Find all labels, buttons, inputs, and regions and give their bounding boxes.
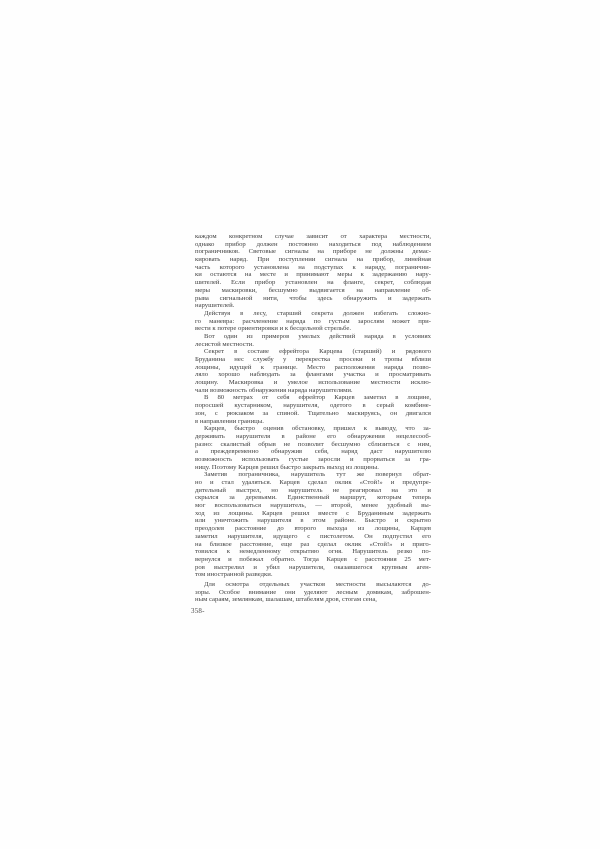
text-line: ным сараям, землянкам, шалашам, штабелям дров, стогам сена, [195,596,377,604]
text-line: го маневра: расчленение наряда по густым зарослям может при- [195,317,431,325]
text-line: ров выстрелил и убил нарушителя, оказавшегося крупным аген- [195,563,431,571]
text-line: однако прибор должен постоянно находиться под наблюдением [195,240,431,248]
text-line: преодолев расстояние до второго выхода из лощины, Карцев [195,525,431,533]
text-line: Вот один из примеров умелых действий наряда в условиях [204,332,431,340]
text-line: ки остаются на месте и принимают меры к задержанию нару- [195,271,431,279]
text-line: вести к потере ориентировки и к бесцельной стрельбе. [195,325,352,333]
text-line: поросшей кустарником, нарушителя, одетого в серый комбине- [195,402,431,410]
paragraph [195,348,431,394]
text-line: В 80 метрах от себя ефрейтор Карцев заметил в лощине, [204,394,431,402]
text-line: Для осмотра отдельных участков местности высылаются до- [204,580,431,588]
text-line: Секрет в составе ефрейтора Карцева (старший) и рядового [204,348,431,356]
paragraph [195,394,431,425]
page-number: 358- [191,607,205,615]
text-line: Карцев, быстро оценив обстановку, пришел к выводу, что за- [204,425,431,433]
text-line: ляло хорошо наблюдать за флангами участка и просматривать [195,371,431,379]
paragraph [195,581,431,604]
text-line: чали возможность обнаружения наряда нарушителями. [195,386,353,394]
text-line: ницу. Поэтому Карцев решил быстро закрыть выход из лощины. [195,463,379,471]
text-line: ход из лощины. Карцев решил вместе с Бруданиным задержать [195,509,431,517]
text-line: рыва сигнальной нити, чтобы здесь обнаружить и задержать [195,294,431,302]
text-line: возможность использовать густые заросли и прорваться за гра- [195,455,431,463]
text-block [195,233,431,604]
text-line: кировать наряд. При поступлении сигнала на прибор, линейная [195,256,431,264]
text-line: шителей. Если прибор установлен на фланге, секрет, соблюдая [195,279,431,287]
text-line: на близкое расстояние, еще раз сделал оклик «Стой!» и приго- [195,540,431,548]
text-line: каждом конкретном случае зависит от характера местности, [195,233,431,240]
paragraph [195,425,431,471]
text-line: Бруданина нес службу у перекрестка просеки и тропы вблизи [195,356,431,363]
text-line: Действуя в лесу, старший секрета должен избегать сложно- [204,309,431,317]
text-line: в направлении границы. [195,417,264,425]
text-line: или уничтожить нарушителя в этом районе. Быстро и скрытно [195,517,431,525]
paragraph [195,310,431,333]
text-line: заметил нарушителя, идущего с пистолетом. Он подпустил его [195,532,431,540]
text-line: лощины, идущей к границе. Место расположения наряда позво- [195,363,431,371]
text-line: нарушителей. [195,302,235,310]
text-line: держивать нарушителя в районе его обнаружения нецелесооб- [195,432,431,440]
text-line: вернулся и побежал обратно. Тогда Карцев с расстояния 25 мет- [195,555,431,563]
text-line: меры маскировки, бесшумно выдвигается на направление об- [195,286,431,294]
text-line: том иностранной разведки. [195,571,273,579]
text-line: лощину. Маскировка и умелое использование местности исклю- [195,379,431,387]
text-line: скрылся за деревьями. Единственный маршрут, которым теперь [195,494,431,502]
text-line: товился к немедленному открытию огня. Нарушитель резко по- [195,548,431,556]
text-line: а преждевременно обнаружив себя, наряд даст нарушителю [195,448,431,456]
text-line: мог воспользоваться нарушитель, — второй, менее удобный вы- [195,502,431,510]
text-line: часть которого установлена на подступах к наряду, погранични- [195,263,431,271]
text-line: Заметив пограничника, нарушитель тут же повернул обрат- [204,471,431,479]
paragraph [195,333,431,348]
paragraph [195,233,431,310]
text-line: зон, с рюкзаком за спиной. Тщательно маскируясь, он двигался [195,409,431,417]
paragraph [195,471,431,579]
text-line: пограничников. Световые сигналы на приборе не должны демас- [195,248,431,256]
text-line: дительный выстрел, но нарушитель не реагировал на это и [195,486,431,494]
text-line: лесистой местности. [195,340,254,348]
text-line: разно: скалистый обрыв не позволит бесшумно сблизиться с ним, [195,440,431,448]
text-line: зоры. Особое внимание они уделяют лесным домикам, заброшен- [195,588,431,596]
text-line: но и стал удаляться. Карцев сделал оклик «Стой!» и предупре- [195,479,431,486]
